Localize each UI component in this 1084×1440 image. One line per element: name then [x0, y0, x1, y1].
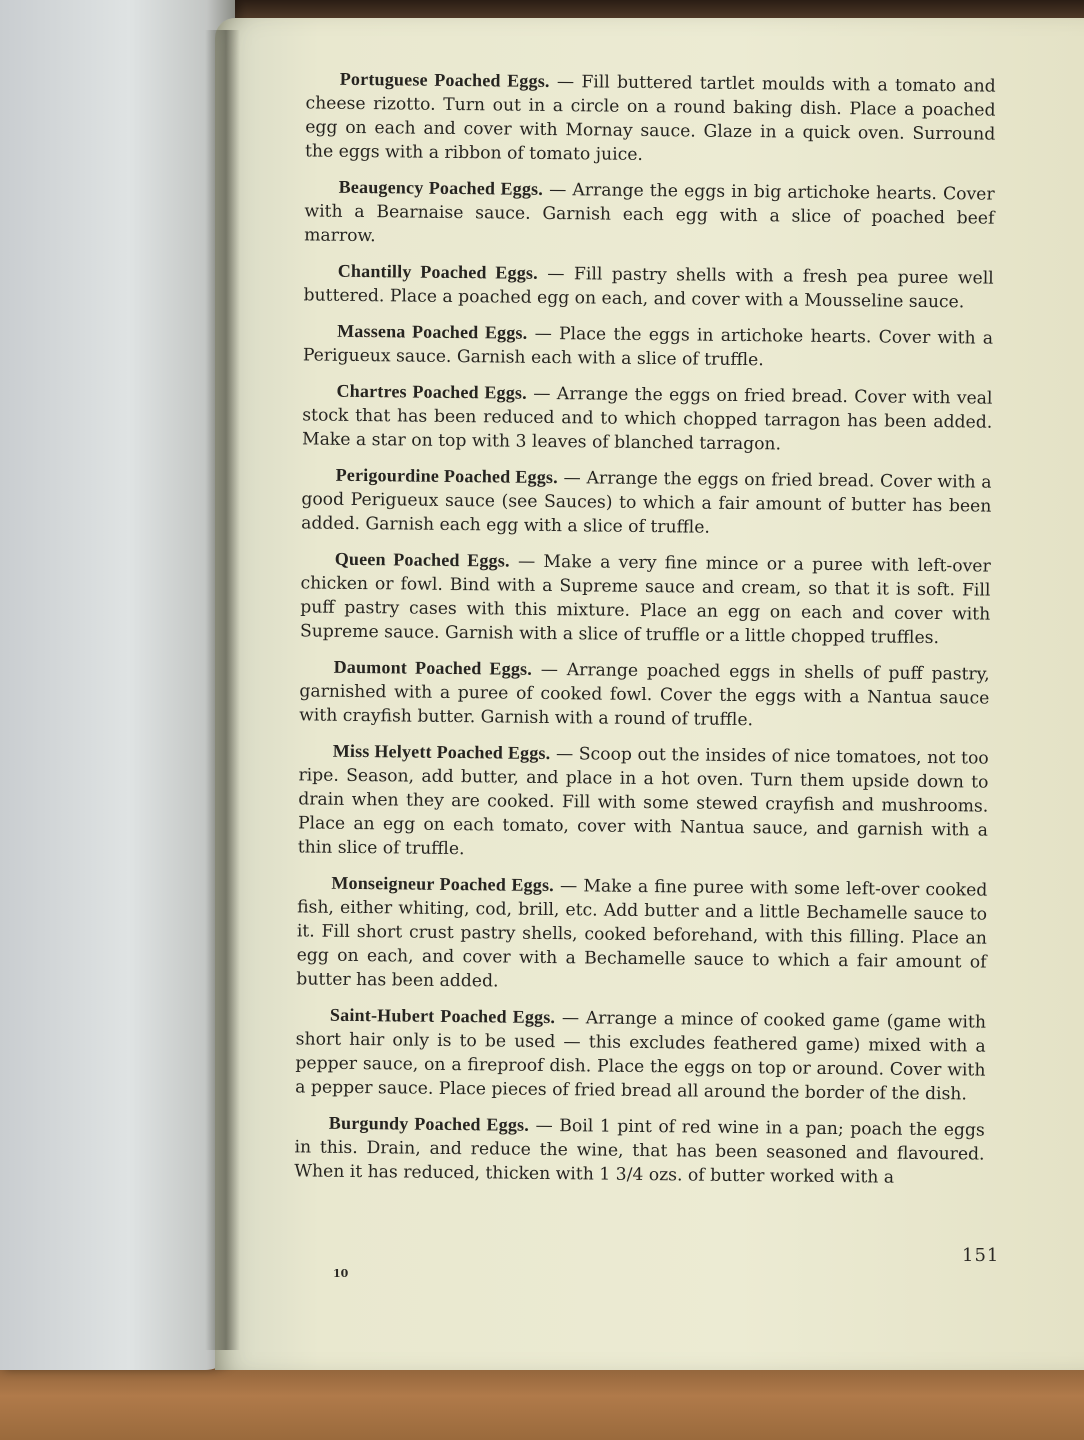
recipe-title: Chantilly Poached Eggs. — [337, 260, 538, 283]
recipe-title: Burgundy Poached Eggs. — [328, 1112, 530, 1135]
recipe-title: Daumont Poached Eggs. — [333, 656, 533, 679]
recipe-body: — Arrange the eggs on fried bread. Cover with a good Perigueux sauce (see Sauces) to which a fair amount of butter has been added. Garnish each egg with a slice of truffle. — [301, 468, 992, 538]
recipe-body: — Scoop out the insides of nice tomatoes, not too ripe. Season, add butter, and place in a hot oven. Turn them upside down to drain when they are cooked. Fill with some stewed crayfish and mushrooms. Place an egg on each tomato, cover with Nantua sauce, and garnish with a thin slice of truffle. — [297, 744, 989, 860]
recipe-entry — [303, 318, 993, 374]
recipe-entry — [296, 870, 987, 998]
recipe-entry — [299, 654, 990, 734]
left-page — [0, 0, 235, 1370]
recipe-body: — Make a fine puree with some left-over cooked fish, either whiting, cod, brill, etc. Add butter and a little Bechamelle sauce to it. Fill short crust pastry shells, cooked beforehand, with this filling. Place an egg on each, and cover with a Bechamelle sauce to which a fair amount of butter has been added. — [296, 876, 988, 992]
recipe-body: — Arrange the eggs in big artichoke hearts. Cover with a Bearnaise sauce. Garnish each egg with a slice of poached beef marrow. — [304, 179, 995, 247]
recipe-entry — [304, 174, 995, 254]
recipe-entry — [305, 66, 996, 170]
recipe-title: Beaugency Poached Eggs. — [338, 176, 544, 199]
recipe-body: — Fill buttered tartlet moulds with a tomato and cheese rizotto. Turn out in a circle on a round baking dish. Place a poached egg on each and cover with Mornay sauce. Glaze in a quick oven. Surround the eggs with a ribbon of tomato juice. — [304, 71, 996, 165]
recipe-entry — [301, 462, 992, 542]
recipe-title: Queen Poached Eggs. — [334, 548, 510, 571]
recipe-body: — Place the eggs in artichoke hearts. Cover with a Perigueux sauce. Garnish each with a slice of truffle. — [302, 323, 994, 371]
recipe-body: — Boil 1 pint of red wine in a pan; poach the eggs in this. Drain, and reduce the wine, that has been seasoned and flavoured. When it has reduced, thicken with 1 3/4 ozs. of butter worked with a — [294, 1115, 985, 1188]
recipe-entry — [298, 738, 989, 866]
recipe-body: — Arrange a mince of cooked game (game with short hair only is to be used — this excludes feathered game) mixed with a pepper sauce, on a fireproof dish. Place the eggs on top or around. Cover with a pepper sauce. Place pieces of fried bread all around the border of the dish. — [295, 1008, 987, 1105]
page-number: 151 — [962, 1245, 1000, 1266]
recipe-entry — [302, 378, 993, 458]
book-spine — [205, 30, 240, 1350]
recipe-title: Perigourdine Poached Eggs. — [335, 464, 558, 488]
recipe-title: Monseigneur Poached Eggs. — [331, 872, 555, 896]
recipe-title: Portuguese Poached Eggs. — [339, 68, 550, 91]
recipe-title: Massena Poached Eggs. — [337, 320, 528, 343]
recipe-text — [294, 66, 996, 1201]
recipe-entry — [295, 1002, 986, 1106]
recipe-title: Chartres Poached Eggs. — [336, 380, 528, 403]
recipe-entry — [303, 258, 993, 314]
recipe-body: — Make a very fine mince or a puree with left-over chicken or fowl. Bind with a Supreme sauce and cream, so that it is soft. Fill puff pastry cases with this mixture. Place an egg on each and cover with Supreme sauce. Garnish with a slice of truffle or a little chopped truffles. — [299, 551, 991, 649]
recipe-body: — Arrange poached eggs in shells of puff pastry, garnished with a puree of cooked fowl. Cover the eggs with a Nantua sauce with crayfish butter. Garnish with a round of truffle. — [299, 659, 990, 731]
recipe-entry — [294, 1110, 985, 1190]
recipe-body: — Arrange the eggs on fried bread. Cover with veal stock that has been reduced and to which chopped tarragon has been added. Make a star on top with 3 leaves of blanched tarragon. — [301, 383, 993, 455]
recipe-title: Saint-Hubert Poached Eggs. — [329, 1004, 556, 1028]
recipe-title: Miss Helyett Poached Eggs. — [332, 740, 551, 764]
wooden-table — [0, 1360, 1084, 1440]
signature-mark: 10 — [333, 1267, 349, 1280]
recipe-entry — [300, 546, 991, 650]
recipe-body: — Fill pastry shells with a fresh pea puree well buttered. Place a poached egg on each, and cover with a Mousseline sauce. — [303, 263, 994, 313]
